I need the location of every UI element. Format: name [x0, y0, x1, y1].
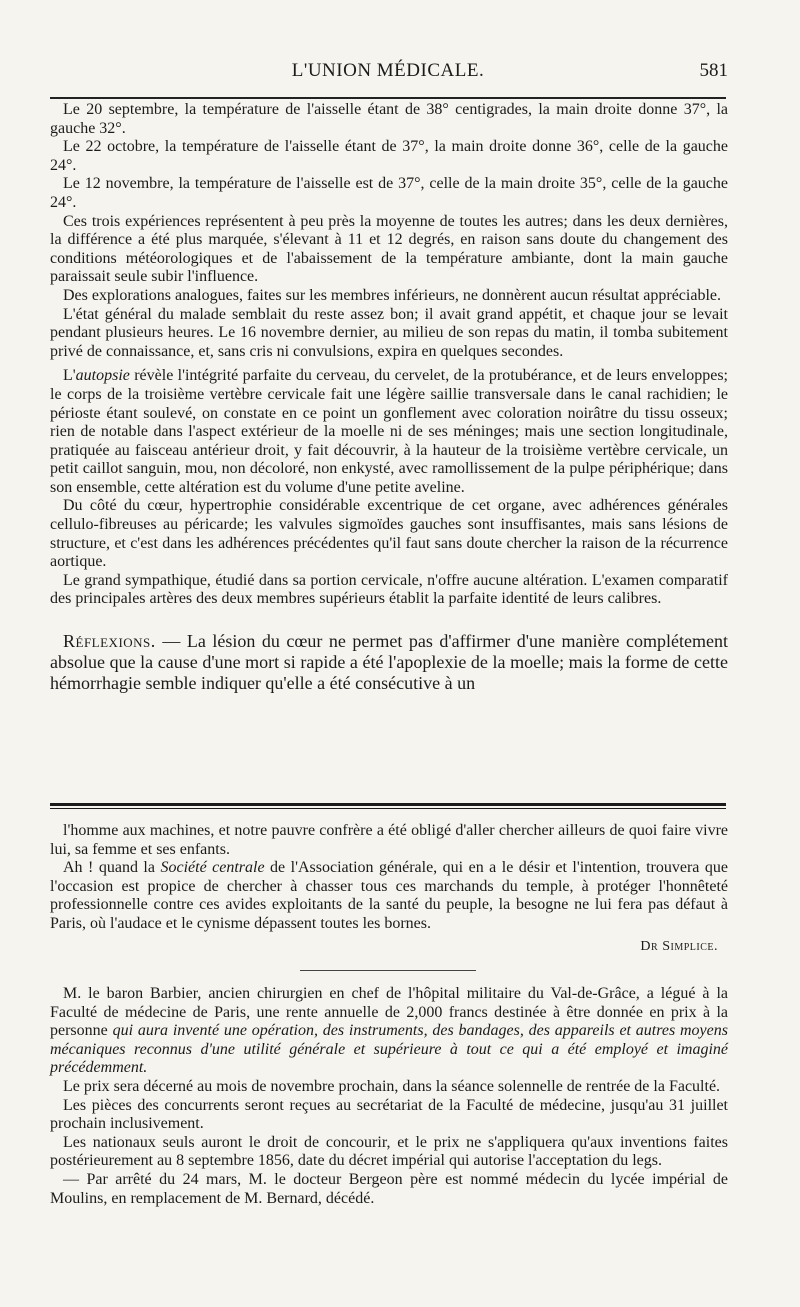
paragraph: Le grand sympathique, étudié dans sa portion cervicale, n'offre aucune altération. L'examen comparatif des principales artères des deux membres supérieurs établit la parfaite identité de leurs calibres.: [50, 571, 728, 608]
italic-term: autopsie: [75, 367, 130, 385]
italic-quote: qui aura inventé une opération, des instruments, des bandages, des appareils et autres moyens mécaniques reconnus d'une utilité générale et supérieure à tout ce qui a été employé et imaginé précédemment.: [50, 1022, 728, 1077]
paragraph: Le 12 novembre, la température de l'aisselle est de 37°, celle de la main droite 35°, celle de la gauche 24°.: [50, 175, 728, 211]
section-divider: [50, 803, 726, 809]
paragraph: Les pièces des concurrents seront reçues au secrétariat de la Faculté de médecine, jusqu'au 31 juillet prochain inclusivement.: [50, 1096, 728, 1133]
paragraph: Le 22 octobre, la température de l'aisselle étant de 37°, la main droite donne 36°, celle de la gauche 24°.: [50, 138, 728, 174]
text-run: — La lésion du cœur ne permet pas d'affirmer d'une manière complétement absolue que la cause d'une mort si rapide a été l'apoplexie de la moelle; mais la forme de cette hémorrhagie semble indiquer qu'elle a été consécutive à un: [50, 631, 728, 694]
reflexions-paragraph: [50, 631, 728, 694]
reflexions-label: Réflexions.: [63, 631, 156, 652]
paragraph: l'homme aux machines, et notre pauvre confrère a été obligé d'aller chercher ailleurs de quoi faire vivre lui, sa femme et ses enfants.: [50, 822, 728, 858]
paragraph: [50, 859, 728, 933]
paragraph: [50, 985, 728, 1078]
running-title: L'UNION MÉDICALE.: [291, 60, 485, 81]
paragraph: Les nationaux seuls auront le droit de concourir, et le prix ne s'appliquera qu'aux inventions faites postérieurement au 8 septembre 1856, date du décret impérial qui autorise l'acceptation du legs.: [50, 1133, 728, 1170]
text-run: M. le baron Barbier, ancien chirurgien en chef de l'hôpital militaire du Val-de-Grâce, a légué à la Faculté de médecine de Paris, une rente annuelle de 2,000 francs destinée à être donnée en prix à la personne: [50, 985, 728, 1040]
paragraph: Ces trois expériences représentent à peu près la moyenne de toutes les autres; dans les deux dernières, la différence a été plus marquée, s'élevant à 11 et 12 degrés, en raison sans doute du changement des conditions météorologiques et de l'abaissement de la température ambiante, dont la main gauche paraissait seule subir l'influence.: [50, 212, 728, 286]
case-report-section: [50, 101, 728, 694]
text-run: révèle l'intégrité parfaite du cerveau, du cervelet, de la protubérance, et de leurs enveloppes; le corps de la troisième vertèbre cervicale fait une légère saillie transversale dans le canal rachidien; le périoste étant soulevé, on constate en ce point un gonflement avec coloration noirâtre du tissu osseux; rien de notable dans l'aspect extérieur de la moelle ni de ses méninges; mais une section longitudinale, pratiquée au faisceau antérieur droit, y fait découvrir, à la hauteur de la troisième vertèbre cervicale, un petit caillot sanguin, mou, non décoloré, non enkysté, avec ramollissement de la pulpe périphérique; dans son ensemble, cette altération est du volume d'une petite aveline.: [50, 367, 728, 496]
italic-term: Société centrale: [160, 859, 265, 877]
author-signature: Dr Simplice.: [640, 938, 718, 954]
text-run: L': [63, 367, 76, 385]
text-run: Ah ! quand la: [63, 859, 161, 877]
news-section: [50, 985, 728, 1208]
paragraph: Le 20 septembre, la température de l'aisselle étant de 38° centigrades, la main droite donne 37°, la gauche 32°.: [50, 101, 728, 137]
paragraph: Du côté du cœur, hypertrophie considérable excentrique de cet organe, avec adhérences générales cellulo-fibreuses au péricarde; les valvules sigmoïdes gauches sont insuffisantes, mais sans lésions de structure, et c'est dans les adhérences précédentes qu'il faut sans doute chercher la raison de la récurrence aortique.: [50, 497, 728, 571]
paragraph: Le prix sera décerné au mois de novembre prochain, dans la séance solennelle de rentrée de la Faculté.: [63, 1077, 721, 1095]
paragraph: Des explorations analogues, faites sur les membres inférieurs, ne donnèrent aucun résultat appréciable.: [63, 286, 721, 304]
short-separator: [300, 970, 476, 971]
page-header: [48, 58, 728, 94]
page-number: 581: [699, 60, 728, 81]
text-run: de l'Association générale, qui en a le désir et l'intention, trouvera que l'occasion est propice de chercher à chasser tous ces marchands du temple, à protéger l'honnêteté professionnelle contre ces avides exploitants de la santé du peuple, la besogne ne lui fera pas défaut à Paris, où l'audace et le cynisme dépassent toutes les bornes.: [50, 859, 728, 932]
autopsy-paragraph: [50, 367, 728, 497]
header-rule: [50, 97, 726, 99]
feuilleton-section: [50, 822, 728, 956]
paragraph: — Par arrêté du 24 mars, M. le docteur Bergeon père est nommé médecin du lycée impérial de Moulins, en remplacement de M. Bernard, décédé.: [50, 1170, 728, 1207]
paragraph: L'état général du malade semblait du reste assez bon; il avait grand appétit, et chaque jour se levait pendant plusieurs heures. Le 16 novembre dernier, au milieu de son repas du matin, il tomba subitement privé de connaissance, et, sans cris ni convulsions, expira en quelques secondes.: [50, 305, 728, 360]
